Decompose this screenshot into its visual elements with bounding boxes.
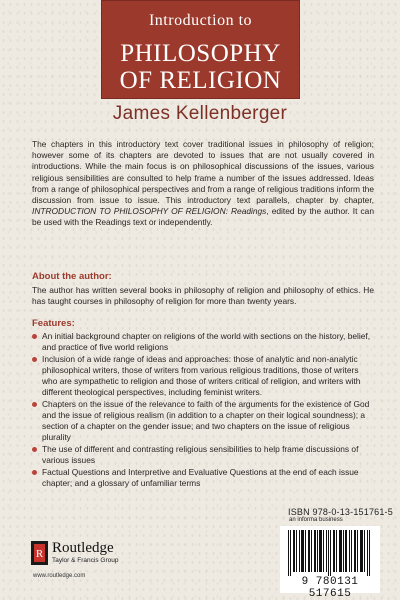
list-item xyxy=(32,331,374,353)
feature-text: Factual Questions and Interpretive and Evaluative Questions at the end of each issue chapter; and a glossary of unfamiliar terms xyxy=(42,467,359,488)
about-author-heading: About the author: xyxy=(32,271,112,282)
about-author-text: The author has written several books in philosophy of religion and philosophy of ethics. He has taught courses in philosophy of religion for more than twenty years. xyxy=(32,285,374,307)
author-name: James Kellenberger xyxy=(112,103,288,124)
bullet-icon xyxy=(32,470,37,475)
description-title-italic: INTRODUCTION TO PHILOSOPHY OF RELIGION: Readings xyxy=(32,206,267,217)
bullet-icon xyxy=(32,402,37,407)
publisher-name: Routledge xyxy=(52,540,114,556)
title-box xyxy=(101,0,300,99)
list-item xyxy=(32,354,374,398)
feature-text: An initial background chapter on religions of the world with sections on the history, belief, and practice of five world religions xyxy=(42,331,371,352)
title-prefix: Introduction to xyxy=(148,12,253,29)
publisher-group: Taylor & Francis Group xyxy=(52,557,119,564)
description-tail: , edited by the author. It can be used with the Readings text or independently. xyxy=(32,206,374,228)
informa-business-label: an informa business xyxy=(289,517,343,523)
book-description xyxy=(32,139,374,229)
features-list xyxy=(32,331,374,490)
bullet-icon xyxy=(32,334,37,339)
description-text: The chapters in this introductory text cover traditional issues in philosophy of religion; however some of its chapters are devoted to issues that are not usually covered in introductions. While the main focus is on philosophical discussions of the issues, various religious sensibilities are consulted to help frame a number of the issues addressed. Ideas from a range of philosophical perspectives and from a range of religious traditions inform the discussion from issue to issue. This introductory text parallels, chapter by chapter, xyxy=(32,139,374,206)
title-line-2: OF RELIGION xyxy=(119,67,282,94)
logo-letter: R xyxy=(35,548,44,560)
bullet-icon xyxy=(32,447,37,452)
feature-text: The use of different and contrasting religious sensibilities to help frame discussions of various issues xyxy=(42,444,359,465)
barcode xyxy=(280,526,380,600)
barcode-icon xyxy=(288,530,372,576)
list-item xyxy=(32,467,374,489)
list-item xyxy=(32,399,374,443)
barcode-digits: 9 780131 517615 xyxy=(301,576,359,600)
publisher-website: www.routledge.com xyxy=(33,573,86,579)
features-heading: Features: xyxy=(32,318,75,329)
isbn-text: ISBN 978-0-13-151761-5 xyxy=(288,507,393,517)
list-item xyxy=(32,444,374,466)
routledge-logo-icon xyxy=(31,541,48,565)
title-line-1: PHILOSOPHY xyxy=(120,40,281,67)
feature-text: Chapters on the issue of the relevance to faith of the arguments for the existence of God and the issue of religious realism (in addition to a chapter on their logical soundness); a section of a chapter on the gender issue; and two chapters on the issue of religious plurality xyxy=(42,399,370,442)
feature-text: Inclusion of a wide range of ideas and approaches: those of analytic and non-analytic philosophical writers, those of writers from various religious traditions, those of writers who are sympathetic to religion and those of writers critical of religion, and writers with different theological perspectives, including feminist writers. xyxy=(42,354,361,397)
bullet-icon xyxy=(32,357,37,362)
